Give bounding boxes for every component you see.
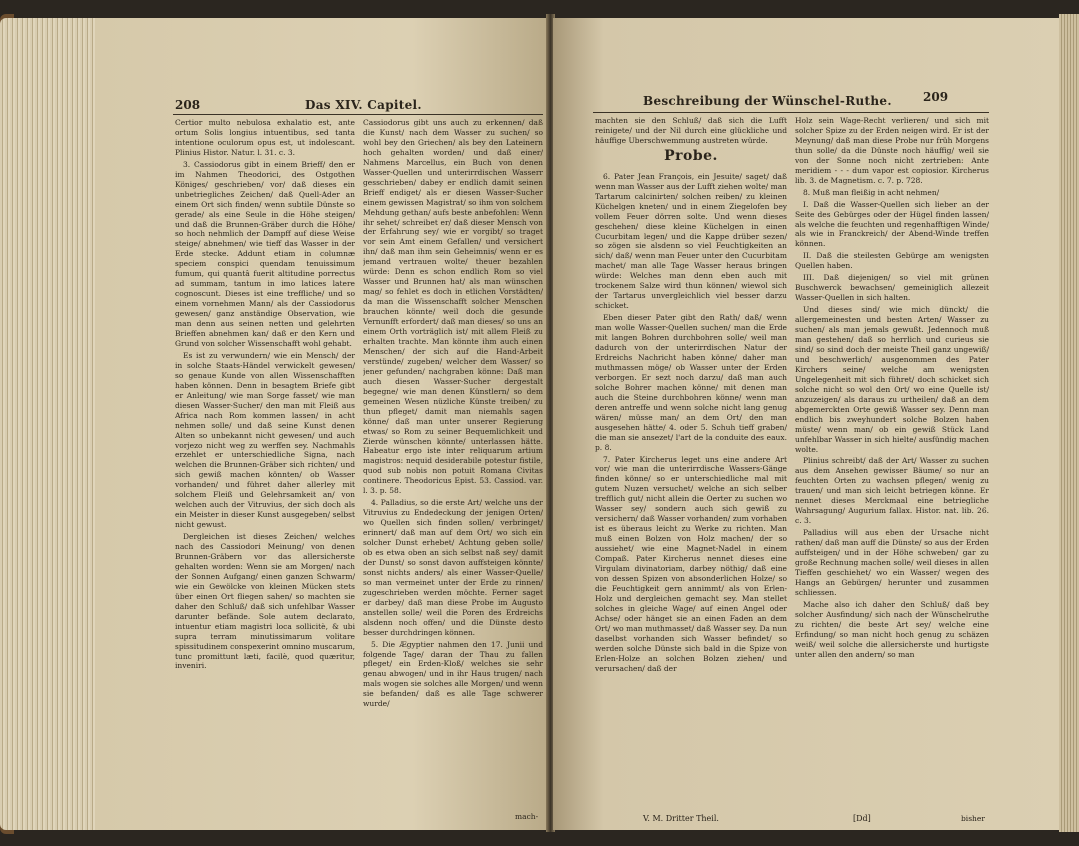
paragraph: machten sie den Schluß/ daß sich die Lufft reinigete/ und der Nil durch eine glückliche und häuffige Uberschwemmung austreten würde. bbox=[595, 116, 787, 145]
paragraph: 6. Pater Jean François, ein Jesuite/ saget/ daß wenn man Wasser aus der Lufft ziehen wolte/ man Tartarum calcinirten/ solchen reiben/ zu kleinen Küchelgen kneten/ und in einem Ziegelofen bey vollem Feuer dörren solte. Und wenn dieses geschehen/ diese kleine Küchelgen in einen Cucurbitam legen/ und die Kappe drüber sezen/ so zögen sie alsdenn so viel Feuchtigkeiten an sich/ daß/ wenn man Feuer unter den Cucurbitam machet/ man alle Tage Wasser heraus bringen würde: Welches man denn eben auch mit trockenem Salze wird thun können/ wiewol sich der Tartarus unvergleichlich viel besser darzu schicket. bbox=[595, 171, 787, 311]
left-column-2 bbox=[363, 118, 543, 808]
paragraph: Palladius will aus eben der Ursache nicht rathen/ daß man auff die Dünste/ so aus der Erden auffsteigen/ und in der Höhe schweben/ gar zu große Rechnung machen solle/ weil dieses in allen Tieffen geschiehet/ wo ein Wasser/ wegen des Hangs an Gebürgen/ herunter und zusammen schliessen. bbox=[795, 528, 989, 597]
paragraph: Cassiodorus gibt uns auch zu erkennen/ daß die Kunst/ nach dem Wasser zu suchen/ so wohl bey den Griechen/ als bey den Lateinern hoch gehalten worden/ und daß einer/ Nahmens Marcellus, ein Buch von denen Wasser-Quellen und unterirrdischen Wasserr gesschrieben/ dabey er endlich damit seinen Brieff endiget/ als er diesen Wasser-Sucher einem gewissen Magistrat/ so ihm von solchem Mehdung gethan/ aufs beste anbefohlen: Wenn ihr sehet/ schreibet er/ daß dieser Mensch von der Erfahrung sey/ wie er vorgibt/ so traget vor sein Amt einem Gefallen/ und versichert ihn/ daß man ihm sein Geheimnis/ wenn er es jemand vertrauen wolte/ theuer bezahlen würde: Denn es schon endlich Rom so viel Wasser und Brunnen hat/ als man wünschen mag/ so fehlet es doch in etlichen Vorstädten/ da man die Wissenschafft solcher Menschen brauchen könnte/ weil doch die gesunde Vernunfft erfordert/ daß man dieses/ so uns an einem Orth vorträglich ist/ mit allem Fleiß zu erhalten trachte. Man könnte ihm auch einen Menschen/ der sich auf die Hand-Arbeit verstünde/ zugeben/ welcher dem Wasser/ so jener gefunden/ nachgraben könne: Daß man auch diesen Wasser-Sucher dergestalt begegne/ wie man denen Künstlern/ so dem gemeinen Wesen nüzliche Künste treiben/ zu thun pfleget/ damit man niemahls sagen könne/ daß man unter unserer Regierung etwas/ so Rom zu seiner Bequemlichkeit und Zierde wünschen könnte/ unterlassen hätte. Habeatur ergo iste inter reliquarum artium magistros: nequid desiderabile potestur fistile, quod sub nobis non potuit Romana Civitas continere. Theodoricus Epist. 53. Cassiod. var. l. 3. p. 58. bbox=[363, 118, 543, 496]
paragraph: III. Daß diejenigen/ so viel mit grünen Buschwerck bewachsen/ gemeiniglich allezeit Wasser-Quellen in sich halten. bbox=[795, 273, 989, 303]
paragraph: Dergleichen ist dieses Zeichen/ welches nach des Cassiodori Meinung/ von denen Brunnen-Gräbern vor das allersicherste gehalten worden: Wenn sie am Morgen/ nach der Sonnen Aufgang/ einen ganzen Schwarm/ wie ein Gewölcke von kleinen Mücken stets über einen Ort fliegen sahen/ so machten sie daher den Schluß/ daß sich unfehlbar Wasser darunter befände. Sole autem declarato, intuentur etiam magistri loca sollicitè, & ubi supra terram minutissimarum volitare spissitudinem conspexerint omnino muscarum, tunc promittunt læti, facilè, quod quæritur, inveniri. bbox=[175, 532, 355, 671]
header-rule-right bbox=[593, 112, 989, 113]
page-number-right: 209 bbox=[923, 90, 949, 104]
right-column-1 bbox=[595, 116, 787, 816]
page-stack-left bbox=[0, 18, 95, 830]
signature-mark: [Dd] bbox=[853, 814, 871, 823]
paragraph: Mache also ich daher den Schluß/ daß bey solcher Ausfindung/ sich nach der Wünschelruthe zu richten/ die beste Art sey/ welche eine Erfindung/ so man nicht hoch genug zu schäzen weiß/ weil solche die allersicherste und hurtigste unter allen den andern/ so man bbox=[795, 599, 989, 659]
catchword-left: mach- bbox=[515, 812, 539, 821]
paragraph: 5. Die Ægyptier nahmen den 17. Junii und folgende Tage/ daran der Thau zu fallen pfleget/ ein Erden-Kloß/ welches sie sehr genau abwogen/ und in ihr Haus trugen/ nach mals wogen sie solches alle Morgen/ und wenn sie befanden/ daß es alle Tage schwerer wurde/ bbox=[363, 639, 543, 709]
page-stack-right bbox=[1059, 14, 1079, 832]
paragraph: II. Daß die steilesten Gebürge am wenigsten Quellen haben. bbox=[795, 251, 989, 271]
right-page bbox=[553, 18, 1059, 830]
volume-signature: V. M. Dritter Theil. bbox=[643, 814, 719, 823]
section-heading: Probe. bbox=[664, 147, 718, 164]
running-head-left: Das XIV. Capitel. bbox=[305, 98, 422, 112]
left-column-1 bbox=[175, 118, 355, 818]
paragraph: I. Daß die Wasser-Quellen sich lieber an der Seite des Gebürges oder der Hügel finden lassen/ als welche die feuchten und regenhafftigen Winde/ als wie in Franckreich/ der Abend-Winde treffen können. bbox=[795, 199, 989, 249]
left-page bbox=[95, 18, 548, 830]
header-rule-left bbox=[173, 114, 543, 115]
paragraph: Holz sein Wage-Recht verlieren/ und sich mit solcher Spize zu der Erden neigen wird. Er ist der Meynung/ daß man diese Probe nur früh Morgens thun solle/ da die Dünste noch häuffig/ weil sie von der Sonne noch nicht zertrieben: Ante meridiem - - - dum vapor est copiosior. Kircherus lib. 3. de Magnetism. c. 7. p. 728. bbox=[795, 116, 989, 185]
paragraph: 3. Cassiodorus gibt in einem Brieff/ den er im Nahmen Theodorici, des Ostgothen Königes/ geschrieben/ vor/ daß dieses ein unbetriegliches Zeichen/ daß Quell-Ader an einem Ort sich finden/ wenn subtile Dünste so gerade/ als eine Seule in die Höhe steigen/ und daß die Brunnen-Gräber durch die Höhe/ so hoch nehmlich der Dampff auf diese Weise steige/ abnehmen/ wie tieff das Wasser in der Erde stecke. Addunt etiam in columnæ speciem conspici quendam tenuissimum fumum, qui quantâ fuerit altitudine porrectus ad summam, tantum in imo latices latere cognoscunt. Dieses ist eine treffliche/ und so einem vornehmen Mann/ als der Cassiodorus gewesen/ ganz anständige Observation, wie man denn aus seinen netten und gelehrten Brieffen abnehmen kan/ daß er den Kern und Grund von solcher Wissenschafft wohl gehabt. bbox=[175, 159, 355, 348]
paragraph: Eben dieser Pater gibt den Rath/ daß/ wenn man wolle Wasser-Quellen suchen/ man die Erde mit langen Bohren durchbohren solle/ weil man dadurch von der unterirrdischen Natur der Erdreichs Nachricht haben könne/ daher man muthmassen möge/ ob Wasser unter der Erden verborgen. Er sezt noch darzu/ daß man auch solche Bohrer machen könne/ mit denen man auch die Steine durchbohren könne/ wenn man deren antreffe und wenn solche nicht lang genug wären/ müsse man/ an dem Ort/ den man ausgesehen hätte/ 4. oder 5. Schuh tieff graben/ die man sie ansezet/ l'art de la conduite des eaux. p. 8. bbox=[595, 313, 787, 452]
paragraph: Es ist zu verwundern/ wie ein Mensch/ der in solche Staats-Händel verwickelt gewesen/ so genaue Kunde von allen Wissenschafften haben können. Denn in besagtem Briefe gibt er Anleitung/ wie man Sorge fasset/ wie man diesen Wasser-Sucher/ den man mit Fleiß aus Africa nach Rom kommen lassen/ in acht nehmen solle/ und daß seine Kunst denen Alten so unbekannt nicht gewesen/ und auch vorjezo nicht weg zu werffen sey. Nachmahls erzehlet er unterschiedliche Signa, nach welchen die Brunnen-Gräber sich richten/ und sich gewiß machen könnten/ ob Wasser vorhanden/ und führet daher allerley mit solchem Fleiß und Gelehrsamkeit an/ von welchen auch der Vitruvius, der sich doch als ein Meister in dieser Kunst ausgegeben/ selbst nicht gewust. bbox=[175, 350, 355, 530]
paragraph: Plinius schreibt/ daß der Art/ Wasser zu suchen aus dem Ansehen gewisser Bäume/ so nur an feuchten Orten zu wachsen pflegen/ wenig zu trauen/ und man sich leicht betriegen könne. Er nennet dieses Merckmaal eine betriegliche Wahrsagung/ Augurium fallax. Histor. nat. lib. 26. c. 3. bbox=[795, 456, 989, 526]
paragraph: Und dieses sind/ wie mich dünckt/ die allergemeinesten und besten Arten/ Wasser zu suchen/ als man jemals gewußt. Jedennoch muß man gestehen/ daß so herrlich und curieus sie sind/ so sind doch der meiste Theil ganz ungewiß/ und beschwerlich/ ausgenommen des Pater Kirchers seine/ welche am wenigsten Ungelegenheit mit sich führet/ doch schicket sich solche nicht so wol den Ort/ wo eine Quelle ist/ anzuzeigen/ als daraus zu urtheilen/ daß an dem abgemerckten Orte gewiß Wasser sey. Denn man endlich bis zweyhundert solche Bolzen haben müste/ wenn man/ ob ein gewiß Stück Land unfehlbar Wasser in sich hielte/ ausfündig machen wolte. bbox=[795, 305, 989, 454]
right-column-2 bbox=[795, 116, 989, 808]
paragraph: 7. Pater Kircherus leget uns eine andere Art vor/ wie man die unterirrdische Wassers-Gänge finden könne/ so er unterschiedliche mal mit gutem Nuzen versuchet/ welche an sich selber trefflich gut/ nicht allein die Oerter zu suchen wo Wasser sey/ sondern auch sich gewiß zu versichern/ daß Wasser vorhanden/ zum vorhaben ist es überaus leicht zu Werke zu richten. Man muß einen Bolzen von Holz machen/ der so aussiehet/ wie eine Magnet-Nadel in einem Compaß. Pater Kircherus nennet dieses eine Virgulam divinatoriam, darbey nöthig/ daß eine von dessen Spizen von absonderlichen Holze/ so die Feuchtigkeit gern annimmt/ als von Erlen-Holz und dergleichen gemacht sey. Man stellet solches in gleiche Wage/ auf einen Angel oder Achse/ oder hänget sie an einen Faden an dem Ort/ wo man muthmasset/ daß Wasser sey. Da nun daselbst vorhanden sich Wasser befindet/ so werden solche Dünste sich bald in die Spize von Erlen-Holze an solchen Bolzen ziehen/ und verursachen/ daß der bbox=[595, 454, 787, 673]
paragraph: 4. Palladius, so die erste Art/ welche uns der Vitruvius zu Endedeckung der jenigen Orten/ wo Quellen sich finden sollen/ verbringet/ erinnert/ daß man auf dem Ort/ wo sich ein solcher Dunst erhebet/ Achtung geben solle/ ob es etwa oben an sich selbst naß sey/ damit der Dunst/ so sonst davon auffsteigen könnte/ sonst nichts anders/ als einer Wasser-Quelle/ so man vermeinet unter der Erde zu rinnen/ zugeschrieben werden möchte. Ferner saget er darbey/ daß man diese Probe im Augusto anstellen solle/ weil die Poren des Erdreichs alsdenn noch offen/ und die Dünste desto besser durchdringen können. bbox=[363, 498, 543, 637]
running-head-right: Beschreibung der Wünschel-Ruthe. bbox=[643, 94, 892, 108]
paragraph: Certior multo nebulosa exhalatio est, ante ortum Solis longius intuentibus, sed tanta intentione oculorum opus est, ut indolescant. Plinius Histor. Natur. l. 31. c. 3. bbox=[175, 118, 355, 157]
page-number-left: 208 bbox=[175, 98, 201, 112]
paragraph: 8. Muß man fleißig in acht nehmen/ bbox=[803, 187, 940, 197]
catchword-right: bisher bbox=[961, 814, 985, 823]
